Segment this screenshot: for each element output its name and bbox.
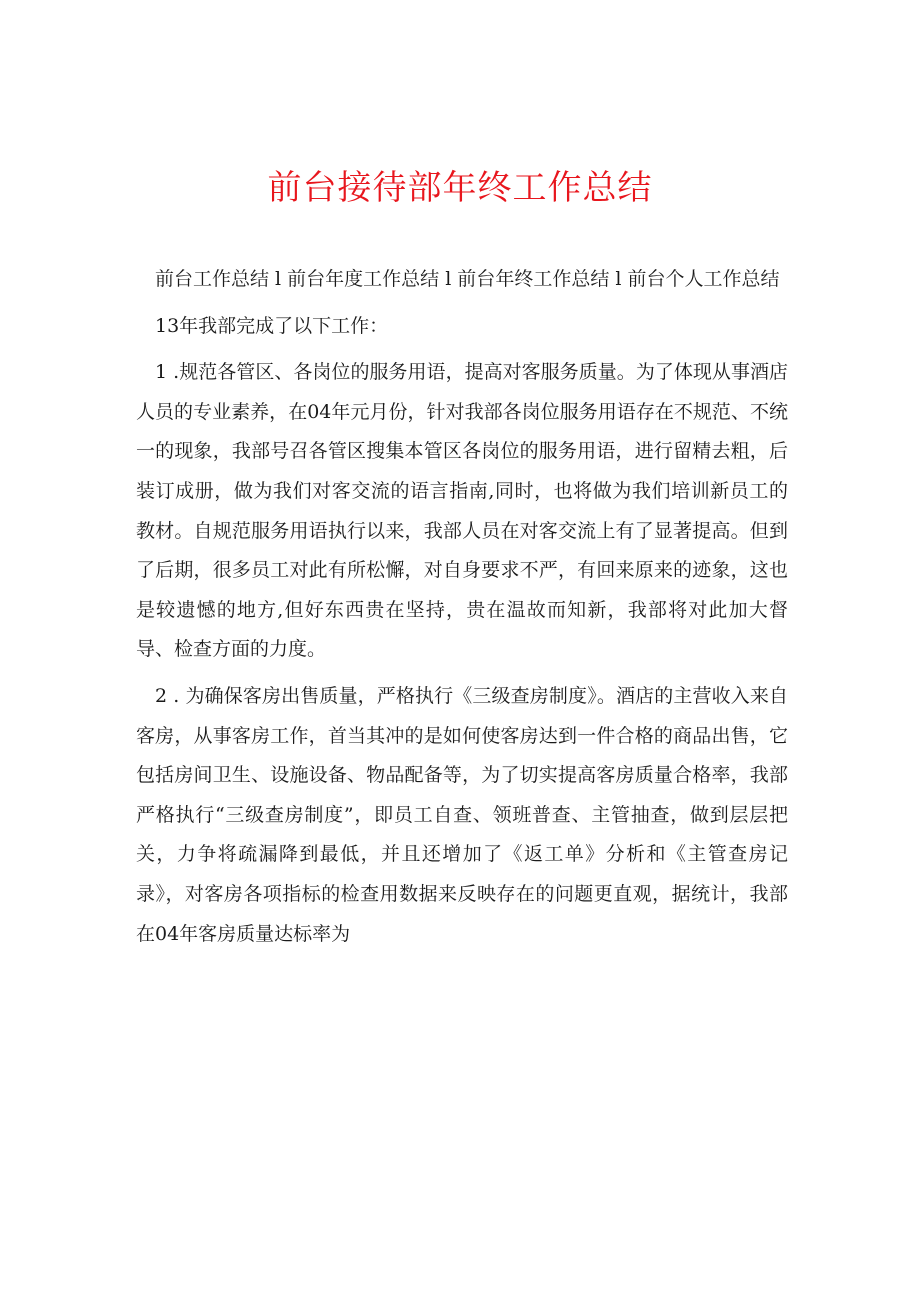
paragraph-item-1: 1 .规范各管区、各岗位的服务用语，提高对客服务质量。为了体现从事酒店人员的专业素养，在04年元月份，针对我部各岗位服务用语存在不规范、不统一的现象，我部号召各管区搜集本管区各岗位的服务用语，进行留精去粗，后装订成册，做为我们对客交流的语言指南,同时，也将做为我们培训新员工的教材。自规范服务用语执行以来，我部人员在对客交流上有了显著提高。但到了后期，很多员工对此有所松懈，对自身要求不严，有回来原来的迹象，这也是较遗憾的地方,但好东西贵在坚持，贵在温故而知新，我部将对此加大督导、检查方面的力度。 [136, 361, 788, 661]
paragraph-tags: 前台工作总结 l 前台年度工作总结 l 前台年终工作总结 l 前台个人工作总结 [155, 268, 780, 290]
paragraph-intro: 13年我部完成了以下工作： [155, 314, 389, 337]
document-title: 前台接待部年终工作总结 [267, 168, 653, 208]
document-body [136, 260, 788, 961]
paragraph-item-2: 2 . 为确保客房出售质量，严格执行《三级查房制度》。酒店的主营收入来自客房，从事客房工作，首当其冲的是如何使客房达到一件合格的商品出售，它包括房间卫生、设施设备、物品配备等，为了切实提高客房质量合格率，我部严格执行“三级查房制度”，即员工自查、领班普查、主管抽查，做到层层把关，力争将疏漏降到最低，并且还增加了《返工单》分析和《主管查房记录》，对客房各项指标的检查用数据来反映存在的问题更直观，据统计，我部在04年客房质量达标率为 [136, 684, 788, 945]
